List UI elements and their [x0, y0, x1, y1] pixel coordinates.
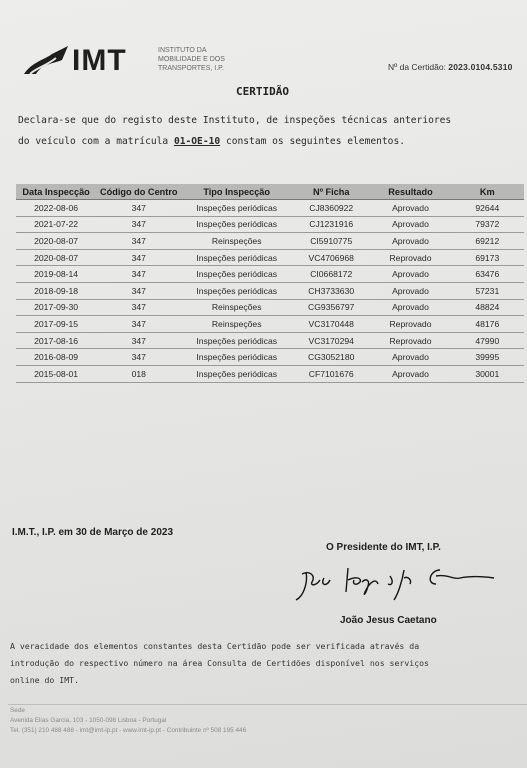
table-cell: VC4706968	[292, 249, 370, 266]
intro-text: constam os seguintes elementos.	[220, 136, 406, 147]
intro-paragraph	[18, 110, 527, 152]
table-cell: CH3733630	[292, 282, 370, 299]
footer-address: Avenida Elias Garcia, 103 - 1050-098 Lisboa - Portugal	[10, 717, 167, 724]
table-row	[16, 332, 524, 349]
table-cell: Inspeções periódicas	[181, 365, 292, 382]
table-cell: CI0668172	[292, 266, 370, 283]
table-cell: VC3170448	[292, 316, 370, 333]
institute-line: INSTITUTO DA	[158, 47, 207, 54]
table-cell: Aprovado	[370, 299, 450, 316]
table-cell: 69212	[451, 233, 524, 250]
table-cell: 2019-08-14	[16, 266, 96, 283]
table-cell: Reinspeções	[181, 316, 292, 333]
certificate-number	[388, 62, 513, 72]
table-cell: 92644	[451, 200, 524, 217]
table-cell: Reprovado	[370, 249, 450, 266]
table-cell: 2017-08-16	[16, 332, 96, 349]
table-cell: 2016-08-09	[16, 349, 96, 366]
table-cell: VC3170294	[292, 332, 370, 349]
footer-divider	[8, 704, 527, 705]
table-cell: 2017-09-15	[16, 316, 96, 333]
table-cell: Inspeções periódicas	[181, 332, 292, 349]
table-cell: 347	[96, 282, 181, 299]
table-cell: Aprovado	[370, 282, 450, 299]
license-plate: 01-OE-10	[173, 136, 221, 147]
table-cell: Reprovado	[370, 316, 450, 333]
table-cell: Aprovado	[370, 233, 450, 250]
document-title: CERTIDÃO	[236, 85, 289, 98]
table-cell: 347	[96, 233, 181, 250]
table-cell: Reinspeções	[181, 299, 292, 316]
table-cell: CF7101676	[292, 365, 370, 382]
table-cell: 2022-08-06	[16, 200, 96, 217]
table-cell: 347	[96, 200, 181, 217]
intro-line	[18, 131, 527, 152]
footer-label: Sede	[10, 707, 25, 714]
table-cell: 48824	[451, 299, 524, 316]
table-row	[16, 266, 524, 283]
table-row	[16, 349, 524, 366]
table-row	[16, 299, 524, 316]
table-cell: 347	[96, 349, 181, 366]
note-line: online do IMT.	[10, 675, 80, 685]
verification-note	[10, 638, 526, 689]
table-cell: Aprovado	[370, 349, 450, 366]
table-cell: Inspeções periódicas	[181, 282, 292, 299]
logo-wordmark: IMT	[72, 44, 127, 77]
column-header: Data Inspecção	[16, 184, 96, 200]
table-cell: 347	[96, 316, 181, 333]
table-cell: 79372	[451, 216, 524, 233]
table-cell: CJ1231916	[292, 216, 370, 233]
column-header: Km	[451, 184, 524, 200]
column-header: Nº Ficha	[292, 184, 370, 200]
table-row	[16, 316, 524, 333]
table-cell: Inspeções periódicas	[181, 249, 292, 266]
table-cell: Aprovado	[370, 200, 450, 217]
certificate-number-value: 2023.0104.5310	[448, 62, 513, 72]
intro-line: Declara-se que do registo deste Instituto, de inspeções técnicas anteriores	[18, 115, 452, 126]
table-cell: 47990	[451, 332, 524, 349]
certificate-number-label: Nº da Certidão:	[388, 62, 446, 72]
imt-logo	[22, 44, 225, 78]
handwritten-signature	[290, 560, 500, 610]
table-cell: Inspeções periódicas	[181, 200, 292, 217]
column-header: Tipo Inspecção	[181, 184, 292, 200]
road-logo-icon	[22, 44, 72, 78]
inspections-table	[16, 184, 526, 383]
table-cell: Inspeções periódicas	[181, 216, 292, 233]
table-cell: 347	[96, 266, 181, 283]
table-cell: 2018-09-18	[16, 282, 96, 299]
table-cell: Aprovado	[370, 365, 450, 382]
table-cell: Aprovado	[370, 216, 450, 233]
table-row	[16, 233, 524, 250]
column-header: Código do Centro	[96, 184, 181, 200]
president-title: O Presidente do IMT, I.P.	[326, 542, 441, 553]
table-row	[16, 365, 524, 382]
table-cell: 2020-08-07	[16, 233, 96, 250]
table-cell: Aprovado	[370, 266, 450, 283]
intro-text: do veículo com a matrícula	[18, 136, 174, 147]
table-row	[16, 216, 524, 233]
column-header: Resultado	[370, 184, 450, 200]
institute-line: MOBILIDADE E DOS	[158, 56, 225, 63]
table-cell: 2021-07-22	[16, 216, 96, 233]
table-cell: 48176	[451, 316, 524, 333]
table-cell: 018	[96, 365, 181, 382]
institute-line: TRANSPORTES, I.P.	[158, 65, 224, 72]
table-row	[16, 200, 524, 217]
signer-name: João Jesus Caetano	[340, 615, 437, 626]
table-cell: 69173	[451, 249, 524, 266]
table-cell: 2017-09-30	[16, 299, 96, 316]
table-row	[16, 249, 524, 266]
table-cell: CG3052180	[292, 349, 370, 366]
table-cell: Reinspeções	[181, 233, 292, 250]
table-cell: 347	[96, 332, 181, 349]
table-cell: CG9356797	[292, 299, 370, 316]
footer-contacts: Tel. (351) 210 488 488 - imt@imt-ip.pt - www.imt-ip.pt - Contribuinte nº 508 195 446	[10, 727, 247, 734]
table-cell: CI5910775	[292, 233, 370, 250]
note-line: A veracidade dos elementos constantes desta Certidão pode ser verificada através da	[10, 641, 420, 651]
table-row	[16, 282, 524, 299]
footer	[10, 706, 510, 736]
table-cell: 347	[96, 299, 181, 316]
table-cell: 2020-08-07	[16, 249, 96, 266]
table-cell: Inspeções periódicas	[181, 349, 292, 366]
note-line: introdução do respectivo número na área Consulta de Certidões disponível nos serviços	[10, 658, 429, 668]
table-cell: Inspeções periódicas	[181, 266, 292, 283]
table-cell: 347	[96, 249, 181, 266]
table-cell: 63476	[451, 266, 524, 283]
table-cell: 57231	[451, 282, 524, 299]
table-cell: Reprovado	[370, 332, 450, 349]
place-and-date: I.M.T., I.P. em 30 de Março de 2023	[12, 527, 174, 538]
table-cell: CJ8360922	[292, 200, 370, 217]
institute-name	[158, 46, 248, 73]
table-cell: 347	[96, 216, 181, 233]
table-cell: 2015-08-01	[16, 365, 96, 382]
table-header-row	[16, 184, 524, 200]
table-cell: 30001	[451, 365, 524, 382]
table-cell: 39995	[451, 349, 524, 366]
